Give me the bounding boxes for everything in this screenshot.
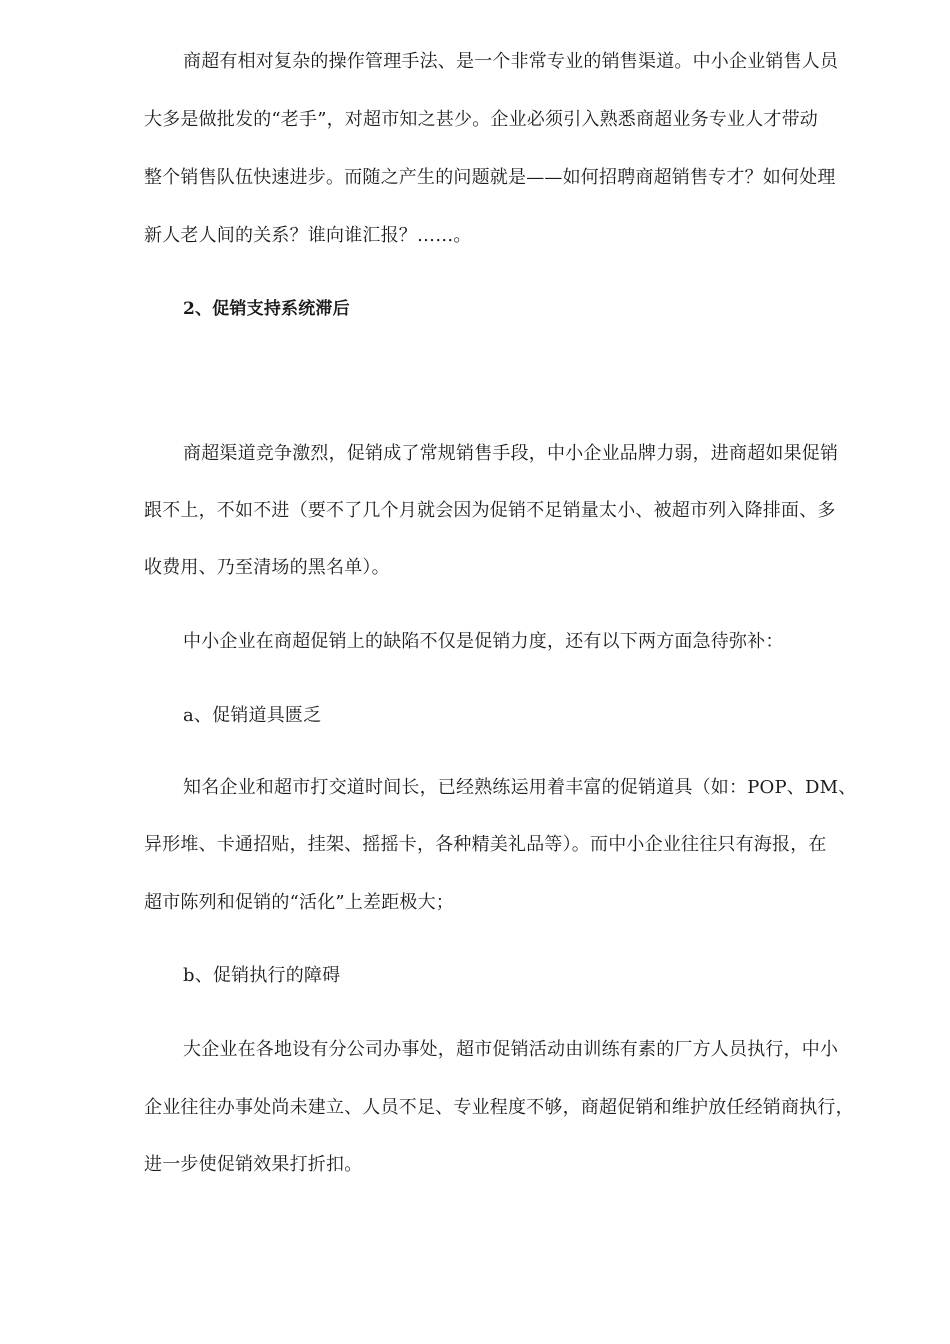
- subheading-a: a、促销道具匮乏: [183, 705, 322, 726]
- paragraph-4-line-3: 超市陈列和促销的“活化”上差距极大；: [144, 892, 455, 913]
- paragraph-1-line-2: 大多是做批发的“老手”，对超市知之甚少。企业必须引入熟悉商超业务专业人才带动: [144, 109, 819, 130]
- paragraph-1-line-3: 整个销售队伍快速进步。而随之产生的问题就是——如何招聘商超销售专才？如何处理: [144, 167, 836, 188]
- paragraph-5-line-3: 进一步使促销效果打折扣。: [144, 1154, 363, 1175]
- paragraph-5-line-2: 企业往往办事处尚未建立、人员不足、专业程度不够，商超促销和维护放任经销商执行，: [144, 1097, 854, 1118]
- paragraph-4-line-2: 异形堆、卡通招贴，挂架、摇摇卡，各种精美礼品等）。而中小企业往往只有海报，在: [144, 834, 827, 855]
- paragraph-5-line-1: 大企业在各地设有分公司办事处，超市促销活动由训练有素的厂方人员执行，中小: [183, 1039, 839, 1060]
- paragraph-2-line-3: 收费用、乃至清场的黑名单）。: [144, 557, 390, 578]
- paragraph-1-line-1: 商超有相对复杂的操作管理手法、是一个非常专业的销售渠道。中小企业销售人员: [183, 51, 839, 72]
- paragraph-3: 中小企业在商超促销上的缺陷不仅是促销力度，还有以下两方面急待弥补：: [183, 631, 784, 652]
- paragraph-2-line-1: 商超渠道竞争激烈，促销成了常规销售手段，中小企业品牌力弱，进商超如果促销: [183, 443, 839, 464]
- paragraph-4-line-1: 知名企业和超市打交道时间长，已经熟练运用着丰富的促销道具（如：POP、DM、: [183, 777, 857, 798]
- paragraph-2-line-2: 跟不上，不如不进（要不了几个月就会因为促销不足销量太小、被超市列入降排面、多: [144, 500, 836, 521]
- paragraph-1-line-4: 新人老人间的关系？谁向谁汇报？……。: [144, 225, 472, 246]
- subheading-b: b、促销执行的障碍: [183, 965, 341, 986]
- section-heading-2: 2、促销支持系统滞后: [183, 299, 350, 319]
